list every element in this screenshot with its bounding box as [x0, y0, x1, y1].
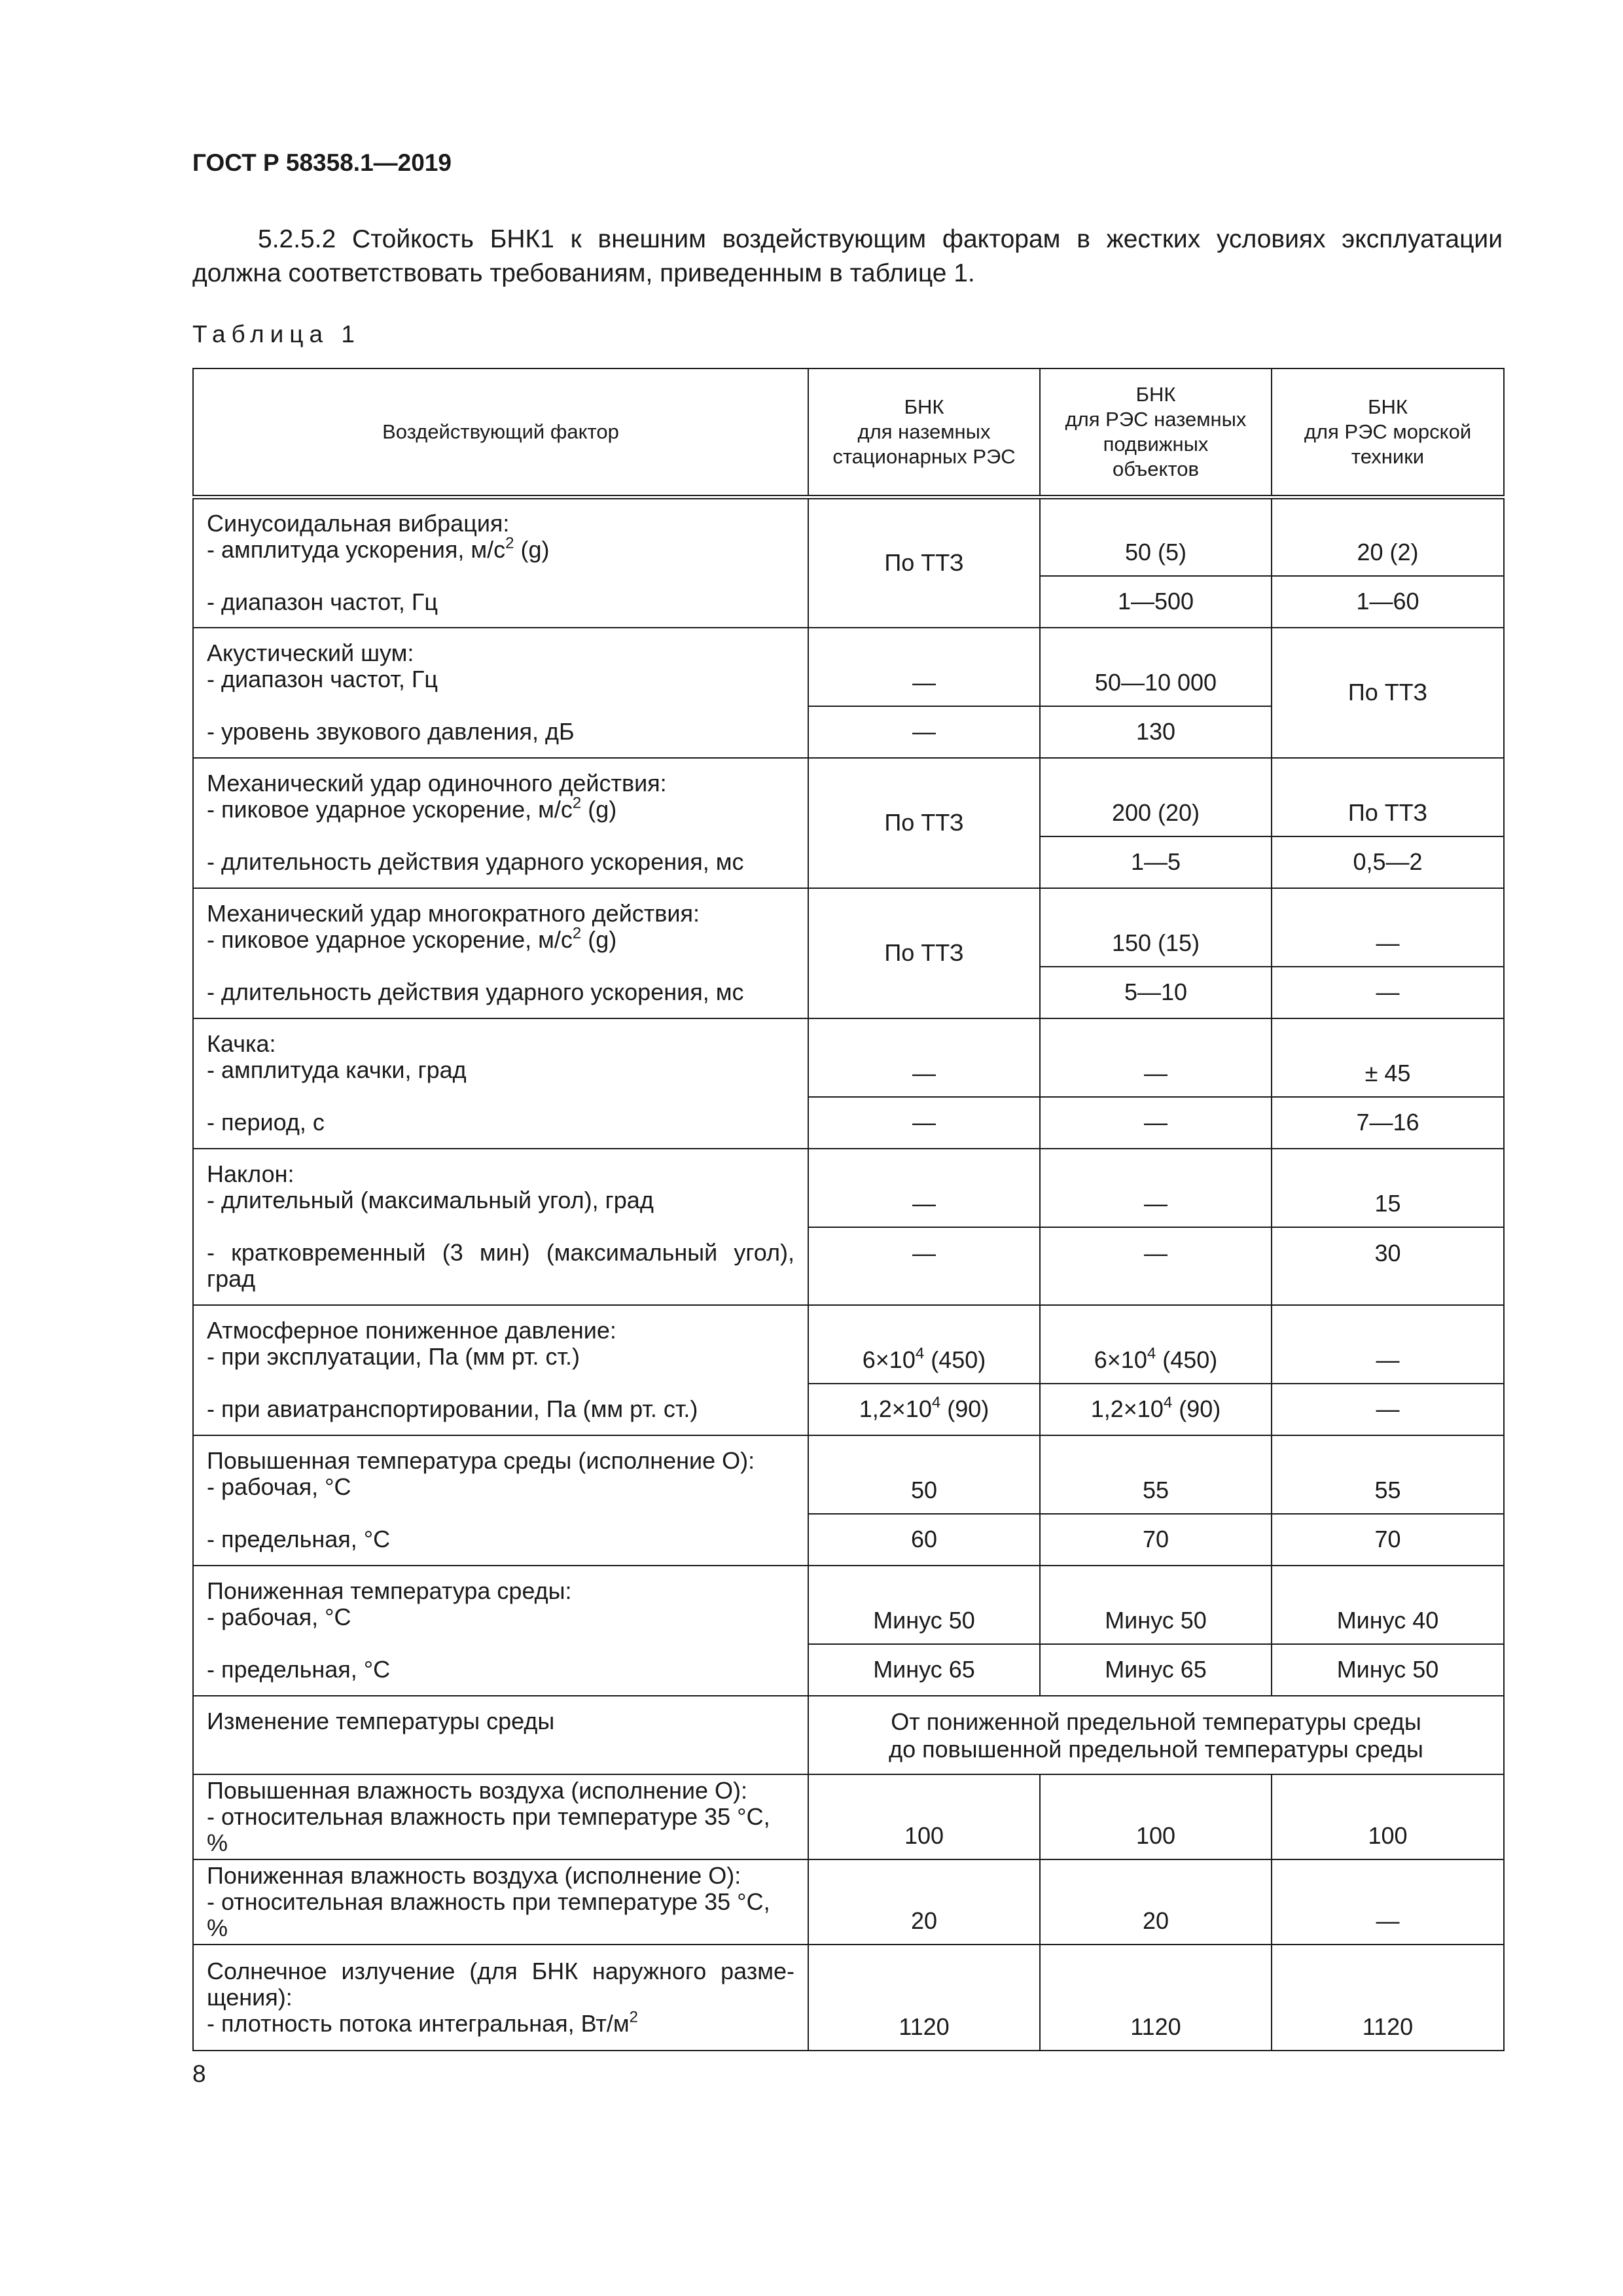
factor-temperature-change: Изменение температуры среды: [193, 1696, 808, 1774]
cell: Минус 50: [808, 1566, 1040, 1644]
cell: —: [808, 1149, 1040, 1227]
table-header-row: [193, 368, 1504, 497]
factor-pressure: [193, 1305, 808, 1435]
table-row: [193, 1305, 1504, 1384]
cell: 20: [808, 1859, 1040, 1945]
cell: —: [1040, 1227, 1272, 1305]
cell: 20: [1040, 1859, 1272, 1945]
factor-sub: - относительная влажность при температуре 35 °С, %: [207, 1803, 770, 1856]
factor-sub: - рабочая, °С: [207, 1604, 351, 1630]
factor-tilt: [193, 1149, 808, 1305]
cell: 100: [808, 1774, 1040, 1859]
cell: 7—16: [1272, 1097, 1504, 1149]
factor-high-temperature: [193, 1435, 808, 1566]
factor-single-shock: [193, 758, 808, 888]
page-number: 8: [192, 2060, 206, 2087]
header-col2-line: подвижных: [1103, 433, 1209, 456]
cell: 1—500: [1040, 576, 1272, 628]
cell: 100: [1040, 1774, 1272, 1859]
cell: —: [808, 1097, 1040, 1149]
cell: 0,5—2: [1272, 836, 1504, 888]
cell: —: [1272, 1305, 1504, 1384]
factor-sub: - длительный (максимальный угол), град: [207, 1187, 654, 1213]
header-col3: [1272, 368, 1504, 497]
factor-sub: - предельная, °С: [207, 1526, 391, 1552]
factor-sub: - амплитуда ускорения, $м/с^2$ (g): [207, 534, 550, 564]
table-row: [193, 1859, 1504, 1945]
cell: 60: [808, 1514, 1040, 1566]
cell-merged: [808, 1696, 1504, 1774]
cell: 30: [1272, 1227, 1504, 1305]
clause-paragraph: [192, 223, 1503, 291]
cell: 130: [1040, 706, 1272, 758]
header-col2-line: для РЭС наземных: [1065, 408, 1247, 431]
factor-sub: - при авиатранспортировании, Па (мм рт. ст.): [207, 1395, 698, 1422]
cell: По ТТЗ: [1272, 758, 1504, 836]
factor-sub: - амплитуда качки, град: [207, 1056, 467, 1083]
factor-sub: - уровень звукового давления, дБ: [207, 718, 575, 745]
factor-title: Механический удар одиночного действия:: [207, 770, 667, 797]
table-row: [193, 1149, 1504, 1227]
clause-text: 5.2.5.2 Стойкость БНК1 к внешним воздействующим факторам в жестких условиях эксплуатации должна соответствовать требованиям, приведенным в таблице 1.: [192, 225, 1503, 287]
header-factor: Воздействующий фактор: [193, 368, 808, 497]
cell: По ТТЗ: [808, 758, 1040, 888]
header-col2: [1040, 368, 1272, 497]
cell: 1—5: [1040, 836, 1272, 888]
table-row: [193, 628, 1504, 706]
factor-sin-vibration: [193, 497, 808, 628]
table-caption: Таблица 1: [192, 321, 361, 348]
cell: По ТТЗ: [1272, 628, 1504, 758]
table-row: [193, 1696, 1504, 1774]
factor-sub: - длительность действия ударного ускорения, мс: [207, 978, 744, 1005]
factor-title: Синусоидальная вибрация:: [207, 510, 510, 537]
factor-sub: - диапазон частот, Гц: [207, 666, 438, 692]
header-col3-line: техники: [1351, 445, 1425, 468]
factor-acoustic-noise: [193, 628, 808, 758]
cell: 100: [1272, 1774, 1504, 1859]
merged-line: до повышенной предельной температуры среды: [889, 1735, 1423, 1763]
cell: —: [1272, 1859, 1504, 1945]
cell: 50: [808, 1435, 1040, 1514]
table-row: [193, 497, 1504, 576]
table-row: [193, 1774, 1504, 1859]
cell: $6\times 10^4$ (450): [1040, 1305, 1272, 1384]
factor-sub: - относительная влажность при температуре 35 °С, %: [207, 1888, 770, 1941]
header-col1: [808, 368, 1040, 497]
header-col3-line: для РЭС морской: [1304, 420, 1472, 443]
cell: —: [808, 1227, 1040, 1305]
factor-title: Механический удар многократного действия:: [207, 900, 700, 927]
cell: По ТТЗ: [808, 497, 1040, 628]
cell: 1120: [1272, 1945, 1504, 2051]
table-row: [193, 1945, 1504, 2051]
cell: Минус 40: [1272, 1566, 1504, 1644]
cell: 55: [1272, 1435, 1504, 1514]
cell: 15: [1272, 1149, 1504, 1227]
table-row: [193, 888, 1504, 967]
factor-roll: [193, 1018, 808, 1149]
table-row: [193, 1566, 1504, 1644]
factor-title: Качка:: [207, 1030, 276, 1057]
cell: 150 (15): [1040, 888, 1272, 967]
factor-sub: - рабочая, °С: [207, 1473, 351, 1500]
cell: 50 (5): [1040, 497, 1272, 576]
header-col1-line: стационарных РЭС: [832, 445, 1016, 468]
cell: —: [1272, 1384, 1504, 1435]
cell: 5—10: [1040, 967, 1272, 1018]
header-col1-line: БНК: [904, 395, 944, 418]
header-col2-line: объектов: [1112, 457, 1200, 480]
factor-title: Акустический шум:: [207, 639, 414, 666]
document-designation: ГОСТ Р 58358.1—2019: [192, 149, 452, 176]
cell: —: [1040, 1018, 1272, 1097]
cell: 55: [1040, 1435, 1272, 1514]
cell: Минус 65: [808, 1644, 1040, 1696]
cell: Минус 50: [1272, 1644, 1504, 1696]
table-row: [193, 1018, 1504, 1097]
factor-sub: - кратковременный (3 мин) (максимальный угол), град: [207, 1239, 794, 1292]
cell: 70: [1272, 1514, 1504, 1566]
factor-sub: - диапазон частот, Гц: [207, 588, 438, 616]
header-col1-line: для наземных: [857, 420, 991, 443]
header-col3-line: БНК: [1368, 395, 1408, 418]
factor-solar-radiation: [193, 1945, 808, 2051]
factor-title: Наклон:: [207, 1160, 294, 1187]
cell: 20 (2): [1272, 497, 1504, 576]
factor-multiple-shock: [193, 888, 808, 1018]
cell: 50—10 000: [1040, 628, 1272, 706]
factor-sub: - плотность потока интегральная, $Вт/м^2$: [207, 2008, 639, 2037]
cell: Минус 65: [1040, 1644, 1272, 1696]
cell: —: [808, 1018, 1040, 1097]
factor-high-humidity: [193, 1774, 808, 1859]
cell: 200 (20): [1040, 758, 1272, 836]
cell: 1—60: [1272, 576, 1504, 628]
header-col2-line: БНК: [1135, 383, 1176, 406]
factor-title: Пониженная влажность воздуха (исполнение О):: [207, 1861, 741, 1889]
cell: 70: [1040, 1514, 1272, 1566]
table-row: [193, 1435, 1504, 1514]
factor-title: Солнечное излучение (для БНК наружного разме-щения):: [207, 1957, 794, 2011]
cell: $1,2\times 10^4$ (90): [808, 1384, 1040, 1435]
factor-sub: - пиковое ударное ускорение, $м/с^2$ (g): [207, 794, 617, 823]
factor-title: Повышенная влажность воздуха (исполнение О):: [207, 1776, 748, 1804]
cell: —: [1272, 967, 1504, 1018]
cell: 1120: [808, 1945, 1040, 2051]
cell: По ТТЗ: [808, 888, 1040, 1018]
cell: Минус 50: [1040, 1566, 1272, 1644]
factor-sub: - предельная, °С: [207, 1656, 391, 1683]
cell: —: [1040, 1149, 1272, 1227]
cell: ± 45: [1272, 1018, 1504, 1097]
factor-sub: - период, с: [207, 1109, 325, 1136]
cell: —: [808, 706, 1040, 758]
factor-title: Атмосферное пониженное давление:: [207, 1317, 616, 1344]
factor-low-temperature: [193, 1566, 808, 1696]
factor-title: Повышенная температура среды (исполнение О):: [207, 1447, 755, 1474]
factor-sub: - при эксплуатации, Па (мм рт. ст.): [207, 1343, 580, 1370]
cell: $1,2\times 10^4$ (90): [1040, 1384, 1272, 1435]
table-row: [193, 758, 1504, 836]
cell: 1120: [1040, 1945, 1272, 2051]
factor-low-humidity: [193, 1859, 808, 1945]
cell: —: [808, 628, 1040, 706]
cell: —: [1272, 888, 1504, 967]
factor-title: Пониженная температура среды:: [207, 1577, 572, 1604]
factor-sub: - пиковое ударное ускорение, $м/с^2$ (g): [207, 924, 617, 953]
cell: —: [1040, 1097, 1272, 1149]
cell: $6\times 10^4$ (450): [808, 1305, 1040, 1384]
merged-line: От пониженной предельной температуры среды: [891, 1708, 1421, 1735]
factor-sub: - длительность действия ударного ускорения, мс: [207, 848, 744, 875]
requirements-table: [192, 368, 1505, 2051]
